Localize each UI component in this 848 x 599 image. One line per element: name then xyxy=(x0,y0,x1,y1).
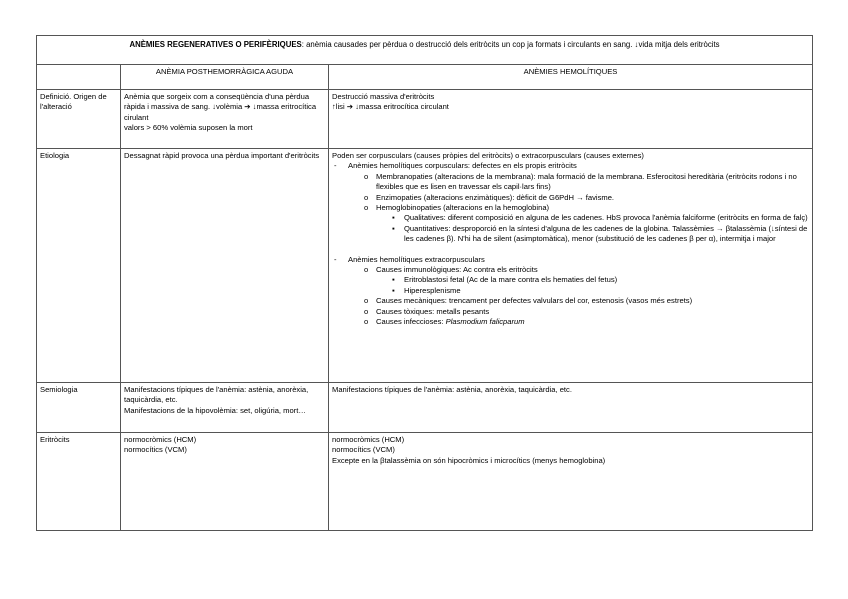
eritrocits-hemol-line3: Excepte en la βtalassèmia on són hipocròmics i microcítics (menys hemoglobina) xyxy=(332,455,606,465)
semiologia-hemol: Manifestacions típiques de l'anèmia: astènia, anorèxia, taquicàrdia, etc. xyxy=(329,383,813,433)
eritrocits-hemol-line2: normocítics (VCM) xyxy=(332,445,395,455)
list-item xyxy=(364,265,809,296)
header-hemolitiques: ANÈMIES HEMOLÍTIQUES xyxy=(329,65,813,90)
corpusculars-list xyxy=(332,161,809,244)
anemia-table xyxy=(36,35,813,531)
infeccioses-organism: Plasmodium falicparum xyxy=(445,317,525,327)
extracorpusculars-list xyxy=(332,255,809,328)
title-bold: ANÈMIES REGENERATIVES O PERIFÈRIQUES xyxy=(129,40,302,49)
hemoglobino-text: Hemoglobinopaties (alteracions en la hemoglobina) xyxy=(376,203,550,213)
corp-sublist xyxy=(334,172,809,245)
etiologia-intro: Poden ser corpusculars (causes pròpies del eritròcits) o extracorpusculars (causes externes) xyxy=(332,151,644,160)
list-item: o Causes mecàniques: trencament per defectes valvulars del cor, estenosis (vasos més estrets) xyxy=(364,296,809,306)
definicio-posthem-line2: valors > 60% volèmia suposen la mort xyxy=(124,123,253,133)
infeccioses-prefix: Causes infeccioses: xyxy=(376,317,446,327)
list-item xyxy=(364,203,809,245)
header-posthemorragica: ANÈMIA POSTHEMORRÀGICA AGUDA xyxy=(121,65,329,90)
label-eritrocits: Eritròcits xyxy=(37,433,121,531)
row-etiologia xyxy=(37,149,813,383)
eritrocits-hemol xyxy=(329,433,813,531)
eritrocits-posthem-line1: normocròmics (HCM) xyxy=(124,435,197,444)
spacer xyxy=(332,245,809,255)
row-eritrocits xyxy=(37,433,813,531)
definicio-posthem xyxy=(121,90,329,149)
table-title xyxy=(37,36,813,65)
list-item: o Membranopaties (alteracions de la membrana): mala formació de la membrana. Esferocitosi hereditària (eritròcits rodons i no flexibles que es lisen en travessar els capil·lars fins) xyxy=(364,172,809,193)
list-item: ▪ Quantitatives: desproporció en la síntesi d'alguna de les cadenes de la globina. Talassèmies → βtalassèmia (↓síntesi de les cadenes β). N'hi ha de silent (asimptomàtica), menor (substitució de les cadenes β per α), intermitja i major xyxy=(392,224,809,245)
label-etiologia: Etiologia xyxy=(37,149,121,383)
header-empty xyxy=(37,65,121,90)
list-item xyxy=(334,255,809,328)
semiologia-posthem-line1: Manifestacions típiques de l'anèmia: astènia, anorèxia, taquicàrdia, etc. xyxy=(124,385,309,405)
semiologia-posthem xyxy=(121,383,329,433)
list-item xyxy=(334,161,809,244)
list-item: ▪ Qualitatives: diferent composició en alguna de les cadenes. HbS provoca l'anèmia falciforme (eritròcits en forma de falç) xyxy=(392,213,809,223)
extra-sublist xyxy=(334,265,809,327)
immuno-text: Causes immunològiques: Ac contra els eritròcits xyxy=(376,265,538,275)
corp-title: Anèmies hemolítiques corpusculars: defectes en els propis eritròcits xyxy=(348,161,577,171)
immuno-sublist xyxy=(376,275,809,296)
header-row xyxy=(37,65,813,90)
hemoglobino-sublist xyxy=(376,213,809,244)
row-definicio xyxy=(37,90,813,149)
title-rest: : anèmia causades per pèrdua o destrucció dels eritròcits un cop ja formats i circulants en sang. ↓vida mitja dels eritròcits xyxy=(301,40,720,49)
semiologia-posthem-line2: Manifestacions de la hipovolèmia: set, oligúria, mort… xyxy=(124,405,306,415)
eritrocits-posthem xyxy=(121,433,329,531)
label-semiologia: Semiologia xyxy=(37,383,121,433)
etiologia-posthem: Dessagnat ràpid provoca una pèrdua important d'eritròcits xyxy=(121,149,329,383)
eritrocits-posthem-line2: normocítics (VCM) xyxy=(124,445,187,455)
etiologia-hemol xyxy=(329,149,813,383)
title-row xyxy=(37,36,813,65)
extra-title: Anèmies hemolítiques extracorpusculars xyxy=(348,254,485,264)
label-definicio: Definició. Origen de l'alteració xyxy=(37,90,121,149)
list-item: ▪ Eritroblastosi fetal (Ac de la mare contra els hematies del fetus) xyxy=(392,275,809,285)
row-semiologia xyxy=(37,383,813,433)
list-item: ▪ Hiperesplenisme xyxy=(392,286,809,296)
list-item xyxy=(364,317,809,327)
definicio-posthem-line1: Anèmia que sorgeix com a conseqüència d'una pèrdua ràpida i massiva de sang. ↓volèmia ➔ ↓massa eritrocítica cirulant xyxy=(124,92,317,122)
definicio-hemol xyxy=(329,90,813,149)
definicio-hemol-line1: Destrucció massiva d'eritròcits xyxy=(332,92,435,101)
eritrocits-hemol-line1: normocròmics (HCM) xyxy=(332,435,405,444)
list-item: o Causes tòxiques: metalls pesants xyxy=(364,307,809,317)
list-item: o Enzimopaties (alteracions enzimàtiques): dèficit de G6PdH → favisme. xyxy=(364,193,809,203)
definicio-hemol-line2: ↑lisi ➔ ↓massa eritrocítica circulant xyxy=(332,102,449,112)
